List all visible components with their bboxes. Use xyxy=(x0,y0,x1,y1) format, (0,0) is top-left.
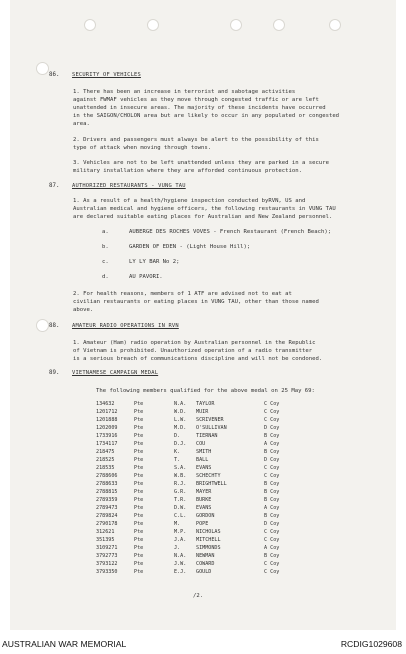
company: C Coy xyxy=(264,401,280,407)
company: C Coy xyxy=(264,529,280,535)
service-number: 1734117 xyxy=(96,441,118,447)
initials: K. xyxy=(174,449,181,455)
section-heading: VIETNAMESE CAMPAIGN MEDAL xyxy=(72,370,159,376)
initials: D.W. xyxy=(174,505,187,511)
paragraph-line: 2. For health reasons, members of 1 ATF are advised not to eat at xyxy=(73,291,292,297)
section-number: 86. xyxy=(49,72,60,78)
initials: C.L. xyxy=(174,513,187,519)
section-heading: AUTHORIZED RESTAURANTS - VUNG TAU xyxy=(72,183,186,189)
paragraph-line: in the SAIGON/CHOLON area but are likely to occur in any populated or congested xyxy=(73,113,340,119)
company: C Coy xyxy=(264,569,280,575)
list-item-letter: a. xyxy=(102,229,109,235)
table-row xyxy=(96,464,326,472)
list-item-text: AUBERGE DES ROCHES VOVES - French Restaurant (French Beach); xyxy=(129,229,332,235)
rank: Pte xyxy=(134,529,144,535)
service-number: 312621 xyxy=(96,529,115,535)
initials: W.D. xyxy=(174,409,187,415)
rank: Pte xyxy=(134,433,144,439)
section-heading: SECURITY OF VEHICLES xyxy=(72,72,141,78)
table-row xyxy=(96,488,326,496)
company: D Coy xyxy=(264,425,280,431)
paragraph-line: unattended in insecure areas. The majority of these incidents have occurred xyxy=(73,105,326,111)
table-row xyxy=(96,456,326,464)
initials: M. xyxy=(174,521,181,527)
page-continuation: /2. xyxy=(193,593,204,599)
service-number: 2788815 xyxy=(96,489,118,495)
paragraph-line: area. xyxy=(73,121,90,127)
surname: SIMMONDS xyxy=(196,545,221,551)
surname: SCRIVENER xyxy=(196,417,224,423)
list-item-text: GARDEN OF EDEN - (Light House Hill); xyxy=(129,244,251,250)
surname: MITCHELL xyxy=(196,537,221,543)
archive-footer xyxy=(0,636,406,652)
table-row xyxy=(96,528,326,536)
paragraph-line: type of attack when moving through towns. xyxy=(73,145,212,151)
service-number: 1202009 xyxy=(96,425,118,431)
rank: Pte xyxy=(134,449,144,455)
company: C Coy xyxy=(264,561,280,567)
rank: Pte xyxy=(134,441,144,447)
service-number: 218525 xyxy=(96,457,115,463)
rank: Pte xyxy=(134,425,144,431)
company: B Coy xyxy=(264,513,280,519)
table-row xyxy=(96,552,326,560)
punch-hole xyxy=(273,19,285,31)
paragraph-line: of Vietnam is prohibited. Unauthorized operation of a radio transmitter xyxy=(73,348,313,354)
rank: Pte xyxy=(134,513,144,519)
surname: O'SULLIVAN xyxy=(196,425,227,431)
surname: COU xyxy=(196,441,206,447)
surname: EVANS xyxy=(196,465,212,471)
surname: MUIR xyxy=(196,409,209,415)
paragraph-line: 2. Drivers and passengers must always be alert to the possibility of this xyxy=(73,137,319,143)
rank: Pte xyxy=(134,569,144,575)
initials: W.B. xyxy=(174,473,187,479)
service-number: 218475 xyxy=(96,449,115,455)
rank: Pte xyxy=(134,521,144,527)
initials: J.W. xyxy=(174,561,187,567)
table-row xyxy=(96,520,326,528)
list-item-letter: b. xyxy=(102,244,109,250)
initials: E.J. xyxy=(174,569,187,575)
surname: BURKE xyxy=(196,497,212,503)
initials: M.P. xyxy=(174,529,187,535)
surname: BALL xyxy=(196,457,209,463)
section-heading: AMATEUR RADIO OPERATIONS IN RVN xyxy=(72,323,179,329)
paragraph-line: are declared suitable eating places for Australian and New Zealand personnel. xyxy=(73,214,333,220)
paragraph-line: above. xyxy=(73,307,94,313)
surname: TIERNAN xyxy=(196,433,218,439)
company: B Coy xyxy=(264,553,280,559)
table-row xyxy=(96,496,326,504)
rank: Pte xyxy=(134,561,144,567)
initials: D. xyxy=(174,433,181,439)
company: A Coy xyxy=(264,505,280,511)
service-number: 2789359 xyxy=(96,497,118,503)
punch-hole xyxy=(329,19,341,31)
paragraph-line: against FWMAF vehicles as they move through congested traffic or are left xyxy=(73,97,319,103)
company: C Coy xyxy=(264,537,280,543)
company: D Coy xyxy=(264,457,280,463)
section-number: 87. xyxy=(49,183,60,189)
list-item-text: LY LY BAR No 2; xyxy=(129,259,180,265)
paragraph-line: Australian medical and hygiene officers, the following restaurants in VUNG TAU xyxy=(73,206,336,212)
table-row xyxy=(96,472,326,480)
rank: Pte xyxy=(134,545,144,551)
rank: Pte xyxy=(134,505,144,511)
table-row xyxy=(96,400,326,408)
table-row xyxy=(96,536,326,544)
punch-hole xyxy=(230,19,242,31)
service-number: 1733916 xyxy=(96,433,118,439)
punch-hole xyxy=(147,19,159,31)
table-row xyxy=(96,544,326,552)
company: C Coy xyxy=(264,409,280,415)
rank: Pte xyxy=(134,457,144,463)
archive-reference: RCDIG1029608 xyxy=(340,639,402,649)
company: B Coy xyxy=(264,433,280,439)
table-row xyxy=(96,504,326,512)
section-number: 89. xyxy=(49,370,60,376)
rank: Pte xyxy=(134,401,144,407)
surname: SCHECHTY xyxy=(196,473,221,479)
table-row xyxy=(96,416,326,424)
punch-hole xyxy=(84,19,96,31)
initials: D.J. xyxy=(174,441,187,447)
service-number: 2789824 xyxy=(96,513,118,519)
initials: T. xyxy=(174,457,181,463)
surname: TAYLOR xyxy=(196,401,215,407)
service-number: 3792773 xyxy=(96,553,118,559)
table-row xyxy=(96,448,326,456)
list-item-letter: d. xyxy=(102,274,109,280)
punch-hole xyxy=(36,319,49,332)
surname: BRIGHTWELL xyxy=(196,481,227,487)
initials: L.W. xyxy=(174,417,187,423)
company: B Coy xyxy=(264,497,280,503)
initials: R.J. xyxy=(174,481,187,487)
paragraph-line: 1. Amateur (Ham) radio operation by Australian personnel in the Republic xyxy=(73,340,316,346)
paragraph-line: civilian restaurants or eating places in VUNG TAU, other than those named xyxy=(73,299,319,305)
archive-name: AUSTRALIAN WAR MEMORIAL xyxy=(2,639,127,649)
service-number: 3793122 xyxy=(96,561,118,567)
company: A Coy xyxy=(264,545,280,551)
paragraph-line: 1. There has been an increase in terrorist and sabotage activities xyxy=(73,89,296,95)
medal-intro: The following members qualified for the above medal on 25 May 69: xyxy=(96,388,315,394)
initials: S.A. xyxy=(174,465,187,471)
service-number: 1201888 xyxy=(96,417,118,423)
service-number: 2788606 xyxy=(96,473,118,479)
rank: Pte xyxy=(134,537,144,543)
table-row xyxy=(96,440,326,448)
company: C Coy xyxy=(264,417,280,423)
surname: GORDON xyxy=(196,513,215,519)
surname: POPE xyxy=(196,521,209,527)
service-number: 2790178 xyxy=(96,521,118,527)
paragraph-line: 3. Vehicles are not to be left unattended unless they are parked in a secure xyxy=(73,160,329,166)
company: B Coy xyxy=(264,481,280,487)
service-number: 2789473 xyxy=(96,505,118,511)
company: D Coy xyxy=(264,521,280,527)
table-row xyxy=(96,432,326,440)
company: B Coy xyxy=(264,489,280,495)
company: B Coy xyxy=(264,449,280,455)
list-item-text: AU PAVORI. xyxy=(129,274,163,280)
surname: COWARD xyxy=(196,561,215,567)
rank: Pte xyxy=(134,489,144,495)
table-row xyxy=(96,480,326,488)
paragraph-line: 1. As a result of a health/hygiene inspection conducted byRVN, US and xyxy=(73,198,306,204)
initials: G.R. xyxy=(174,489,187,495)
table-row xyxy=(96,424,326,432)
initials: J. xyxy=(174,545,181,551)
initials: T.R. xyxy=(174,497,187,503)
surname: MAYER xyxy=(196,489,212,495)
punch-hole xyxy=(36,62,49,75)
service-number: 1201712 xyxy=(96,409,118,415)
rank: Pte xyxy=(134,465,144,471)
paragraph-line: is a serious breach of communications discipline and will not be condoned. xyxy=(73,356,323,362)
service-number: 134632 xyxy=(96,401,115,407)
rank: Pte xyxy=(134,497,144,503)
rank: Pte xyxy=(134,553,144,559)
initials: J.A. xyxy=(174,537,187,543)
rank: Pte xyxy=(134,481,144,487)
service-number: 218535 xyxy=(96,465,115,471)
paragraph-line: military installation where they are afforded continuous protection. xyxy=(73,168,303,174)
table-row xyxy=(96,512,326,520)
surname: SMITH xyxy=(196,449,212,455)
surname: EVANS xyxy=(196,505,212,511)
initials: N.A. xyxy=(174,401,187,407)
rank: Pte xyxy=(134,473,144,479)
service-number: 2788633 xyxy=(96,481,118,487)
surname: NICHOLAS xyxy=(196,529,221,535)
list-item-letter: c. xyxy=(102,259,109,265)
rank: Pte xyxy=(134,417,144,423)
service-number: 351395 xyxy=(96,537,115,543)
section-number: 88. xyxy=(49,323,60,329)
surname: GOULD xyxy=(196,569,212,575)
initials: N.A. xyxy=(174,553,187,559)
company: C Coy xyxy=(264,465,280,471)
service-number: 3109271 xyxy=(96,545,118,551)
surname: NEWMAN xyxy=(196,553,215,559)
initials: M.D. xyxy=(174,425,187,431)
table-row xyxy=(96,408,326,416)
company: A Coy xyxy=(264,441,280,447)
rank: Pte xyxy=(134,409,144,415)
table-row xyxy=(96,568,326,576)
table-row xyxy=(96,560,326,568)
service-number: 3793350 xyxy=(96,569,118,575)
company: C Coy xyxy=(264,473,280,479)
